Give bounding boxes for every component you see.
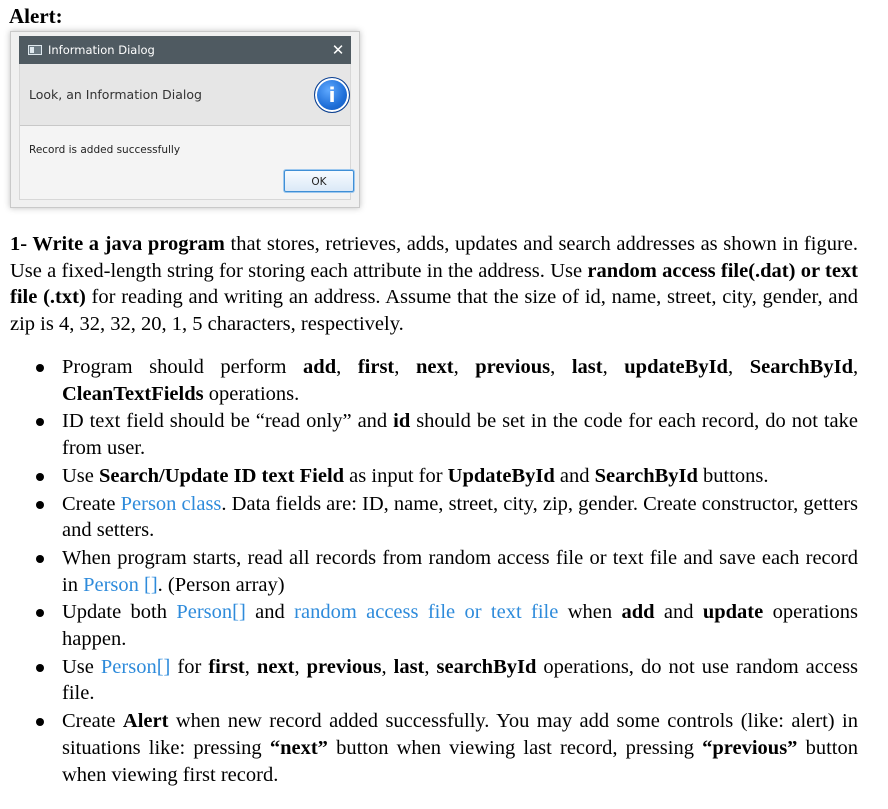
task-bold-file: random access file(.dat) or text file (.txt) [10,259,858,309]
list-item [0,545,858,598]
bold-update: UpdateById [447,464,555,487]
text: and [245,601,295,624]
op-first: first [357,356,395,378]
text: and [654,601,703,624]
bold-search: searchById [436,655,537,678]
dialog-header-text: Look, an Information Dialog [29,87,202,102]
dialog-content-text: Record is added successfully [29,144,181,156]
text: ID text field should be “read only” and [62,410,394,433]
person-array-ref: Person [] [83,573,158,596]
bold-next: “next” [269,736,328,759]
alert-heading: Alert: [9,4,63,28]
bold-previous: “previous” [702,736,798,759]
text: Program should perform [62,356,304,378]
text: Update both [62,601,177,624]
bold-previous: previous [306,655,382,678]
person-class-ref: Person class [120,492,222,515]
text: as input for [344,464,448,487]
sep: , [727,356,750,378]
text: button when viewing last record, pressing [327,736,703,759]
op-previous: previous [475,356,551,378]
task-text-1: that stores, retrieves, adds, updates and search addresses as shown in figure. Use a fixed-length string for storing each attribute in the address. Use [10,233,859,282]
task-bold-intro: Write a java program [32,233,225,255]
list-item [0,463,858,490]
bold-alert: Alert [122,710,169,733]
text: button when viewing first record. [62,736,858,786]
op-update: updateById [624,356,728,378]
task-text-2: for reading and writing an address. Assume that the size of id, name, street, city, gender, and zip is 4, 32, 32, 20, 1, 5 characters, respectively. [10,286,859,336]
op-add: add [303,356,337,378]
dialog-body [19,64,351,200]
text: operations. [203,382,300,405]
info-icon: i [314,77,350,113]
bold-last: last [393,655,425,678]
bold-next: next [256,655,295,678]
list-item [0,599,858,652]
dialog-header-panel [20,64,350,126]
bold-search: SearchById [594,464,698,487]
text: for [170,655,209,678]
text: operations, do not use random access file. [62,655,859,705]
bold-field: Search/Update ID text Field [99,464,345,487]
text: When program starts, read all records from random access file or text file and save each record in [62,546,858,596]
sep: , [424,655,437,678]
person-array-ref: Person[] [100,655,171,678]
text: . (Person array) [157,573,285,596]
file-ref: random access file or text file [294,601,559,624]
ok-button[interactable]: OK [284,170,354,192]
sep: , [453,356,476,378]
op-next: next [415,356,454,378]
person-array-ref: Person[] [176,601,246,624]
text: and [554,464,595,487]
bold-update: update [702,601,764,624]
window-icon [28,45,42,55]
list-item [0,654,858,707]
sep: , [602,356,625,378]
sep: , [852,356,859,378]
op-search: SearchById [749,356,853,378]
sep: , [294,655,307,678]
task-description [10,231,858,338]
list-item [0,354,858,407]
sep: , [336,356,358,378]
op-clean: CleanTextFields [62,382,204,405]
dialog-title: Information Dialog [48,43,155,57]
text: when [558,601,622,624]
text: when new record added successfully. You may add some controls (like: alert) in situations like: pressing [62,710,858,759]
op-last: last [571,356,603,378]
text: Create [62,710,123,733]
text: should be set in the code for each record, do not take from user. [62,410,858,460]
bold-id: id [393,410,411,433]
text: . Data fields are: ID, name, street, city, zip, gender. Create constructor, getters and setters. [62,492,858,542]
bold-add: add [621,601,655,624]
text: Use [62,655,101,678]
text: buttons. [697,464,769,487]
sep: , [550,356,572,378]
dialog-title-bar [19,36,351,64]
list-item [0,708,858,788]
bold-first: first [208,655,245,678]
sep: , [381,655,394,678]
sep: , [394,356,416,378]
requirements-list [0,354,858,789]
list-item [0,408,858,461]
text: operations happen. [62,601,858,651]
text: Use [62,464,100,487]
text: Create [62,492,121,515]
close-icon[interactable]: ✕ [331,41,345,59]
information-dialog-screenshot [10,31,360,208]
sep: , [244,655,257,678]
list-item [0,491,858,544]
task-number: 1- [10,233,33,255]
